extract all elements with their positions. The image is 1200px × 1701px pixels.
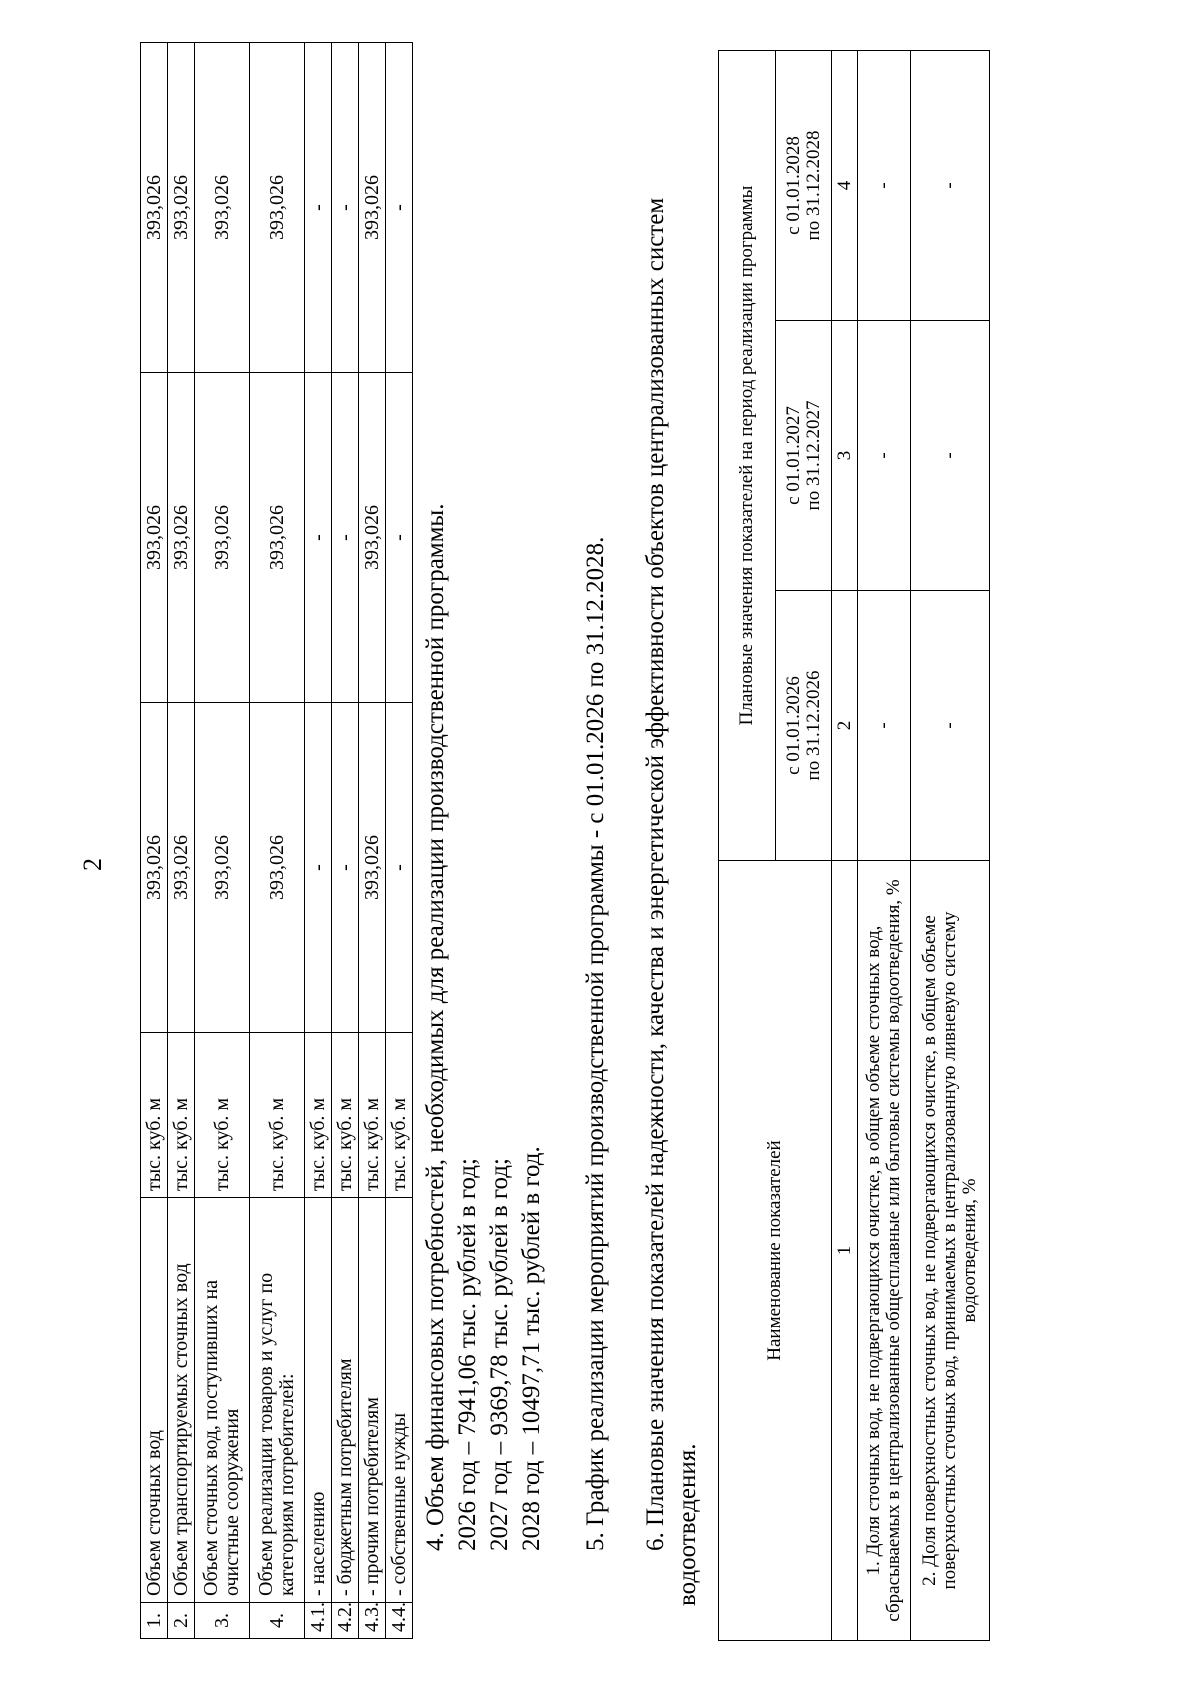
column-index: 2 <box>832 591 858 861</box>
indicator-value-2028: - <box>858 51 911 321</box>
indicators-table <box>718 50 990 1641</box>
period-header <box>776 591 832 861</box>
table-row <box>141 43 168 1639</box>
row-value-2026: - <box>332 703 359 1033</box>
row-name: Объем сточных вод <box>141 1198 168 1603</box>
row-name: - собственные нужды <box>386 1198 413 1603</box>
row-value-2027: - <box>332 373 359 703</box>
row-unit: тыс. куб. м <box>168 1033 195 1198</box>
section-5-schedule: 5. График реализации мероприятий производственной программы - с 01.01.2026 по 31.12.2028. <box>582 536 609 1551</box>
row-value-2027: - <box>386 373 413 703</box>
row-value-2028: - <box>305 43 332 373</box>
financing-line-2026: 2026 год – 7941,06 тыс. рублей в год; <box>454 1158 481 1551</box>
row-value-2027: 393,026 <box>195 373 250 703</box>
planned-values-header: Плановые значения показателей на период реализации программы <box>719 51 776 861</box>
row-value-2028: - <box>386 43 413 373</box>
section-6-heading: 6. Плановые значения показателей надежности, качества и энергетической эффективности объектов централизованных систем водоотведения. <box>642 197 701 1606</box>
indicator-name: 2. Доля поверхностных сточных вод, не подвергающихся очистке, в общем объеме поверхностных сточных вод, принимаемых в централизованную ливневую систему водоотведения, % <box>911 861 990 1641</box>
row-number: 3. <box>195 1603 250 1639</box>
row-name: - бюджетным потребителям <box>332 1198 359 1603</box>
section-4-financing <box>420 504 548 1551</box>
column-index: 3 <box>832 321 858 591</box>
table-row <box>359 43 386 1639</box>
row-number: 4.2. <box>332 1603 359 1639</box>
financing-line-2028: 2028 год – 10497,71 тыс. рублей в год. <box>518 1146 545 1551</box>
indicator-value-2026: - <box>911 591 990 861</box>
table-row <box>911 51 990 1641</box>
column-index: 1 <box>832 861 858 1641</box>
row-value-2027: - <box>305 373 332 703</box>
row-name: Объем реализации товаров и услуг по категориям потребителей: <box>250 1198 305 1603</box>
row-number: 4.3. <box>359 1603 386 1639</box>
volume-table <box>140 42 413 1639</box>
period-header <box>776 51 832 321</box>
row-unit: тыс. куб. м <box>305 1033 332 1198</box>
row-unit: тыс. куб. м <box>332 1033 359 1198</box>
row-value-2026: 393,026 <box>195 703 250 1033</box>
column-index: 4 <box>832 51 858 321</box>
row-value-2027: 393,026 <box>250 373 305 703</box>
period-from: с 01.01.2028 <box>782 136 804 235</box>
table-row <box>250 43 305 1639</box>
period-to: по 31.12.2026 <box>802 670 824 781</box>
row-name: - прочим потребителям <box>359 1198 386 1603</box>
table-header-row <box>719 51 776 1641</box>
period-header <box>776 321 832 591</box>
indicator-value-2027: - <box>911 321 990 591</box>
row-value-2028: 393,026 <box>141 43 168 373</box>
page-number: 2 <box>78 858 107 871</box>
row-value-2027: 393,026 <box>359 373 386 703</box>
row-value-2027: 393,026 <box>168 373 195 703</box>
table-row <box>858 51 911 1641</box>
row-name: Объем сточных вод, поступивших на очистные сооружения <box>195 1198 250 1603</box>
period-to: по 31.12.2027 <box>802 400 824 511</box>
section-4-heading: 4. Объем финансовых потребностей, необходимых для реализации производственной программы. <box>422 503 449 1551</box>
indicator-value-2028: - <box>911 51 990 321</box>
row-value-2028: 393,026 <box>250 43 305 373</box>
period-to: по 31.12.2028 <box>802 130 824 241</box>
column-index-row <box>832 51 858 1641</box>
row-number: 4.4. <box>386 1603 413 1639</box>
table-row <box>195 43 250 1639</box>
row-value-2026: 393,026 <box>250 703 305 1033</box>
row-name: - населению <box>305 1198 332 1603</box>
row-unit: тыс. куб. м <box>359 1033 386 1198</box>
table-row <box>332 43 359 1639</box>
table-row <box>168 43 195 1639</box>
row-value-2026: 393,026 <box>359 703 386 1033</box>
indicator-value-2027: - <box>858 321 911 591</box>
row-unit: тыс. куб. м <box>195 1033 250 1198</box>
row-number: 4. <box>250 1603 305 1639</box>
row-unit: тыс. куб. м <box>250 1033 305 1198</box>
row-number: 2. <box>168 1603 195 1639</box>
row-name: Объем транспортируемых сточных вод <box>168 1198 195 1603</box>
table-row <box>305 43 332 1639</box>
row-value-2028: - <box>332 43 359 373</box>
row-unit: тыс. куб. м <box>141 1033 168 1198</box>
row-value-2028: 393,026 <box>359 43 386 373</box>
financing-line-2027: 2027 год – 9369,78 тыс. рублей в год; <box>486 1158 513 1551</box>
row-value-2026: 393,026 <box>168 703 195 1033</box>
row-value-2026: - <box>386 703 413 1033</box>
row-number: 1. <box>141 1603 168 1639</box>
indicator-value-2026: - <box>858 591 911 861</box>
period-from: с 01.01.2027 <box>782 406 804 505</box>
row-value-2026: 393,026 <box>141 703 168 1033</box>
table-row <box>386 43 413 1639</box>
row-unit: тыс. куб. м <box>386 1033 413 1198</box>
row-number: 4.1. <box>305 1603 332 1639</box>
row-value-2028: 393,026 <box>168 43 195 373</box>
indicator-name-header: Наименование показателей <box>719 861 832 1641</box>
period-from: с 01.01.2026 <box>782 676 804 775</box>
row-value-2027: 393,026 <box>141 373 168 703</box>
row-value-2026: - <box>305 703 332 1033</box>
indicator-name: 1. Доля сточных вод, не подвергающихся очистке, в общем объеме сточных вод, сбрасываемых в централизованные общесплавные или бытовые системы водоотведения, % <box>858 861 911 1641</box>
row-value-2028: 393,026 <box>195 43 250 373</box>
